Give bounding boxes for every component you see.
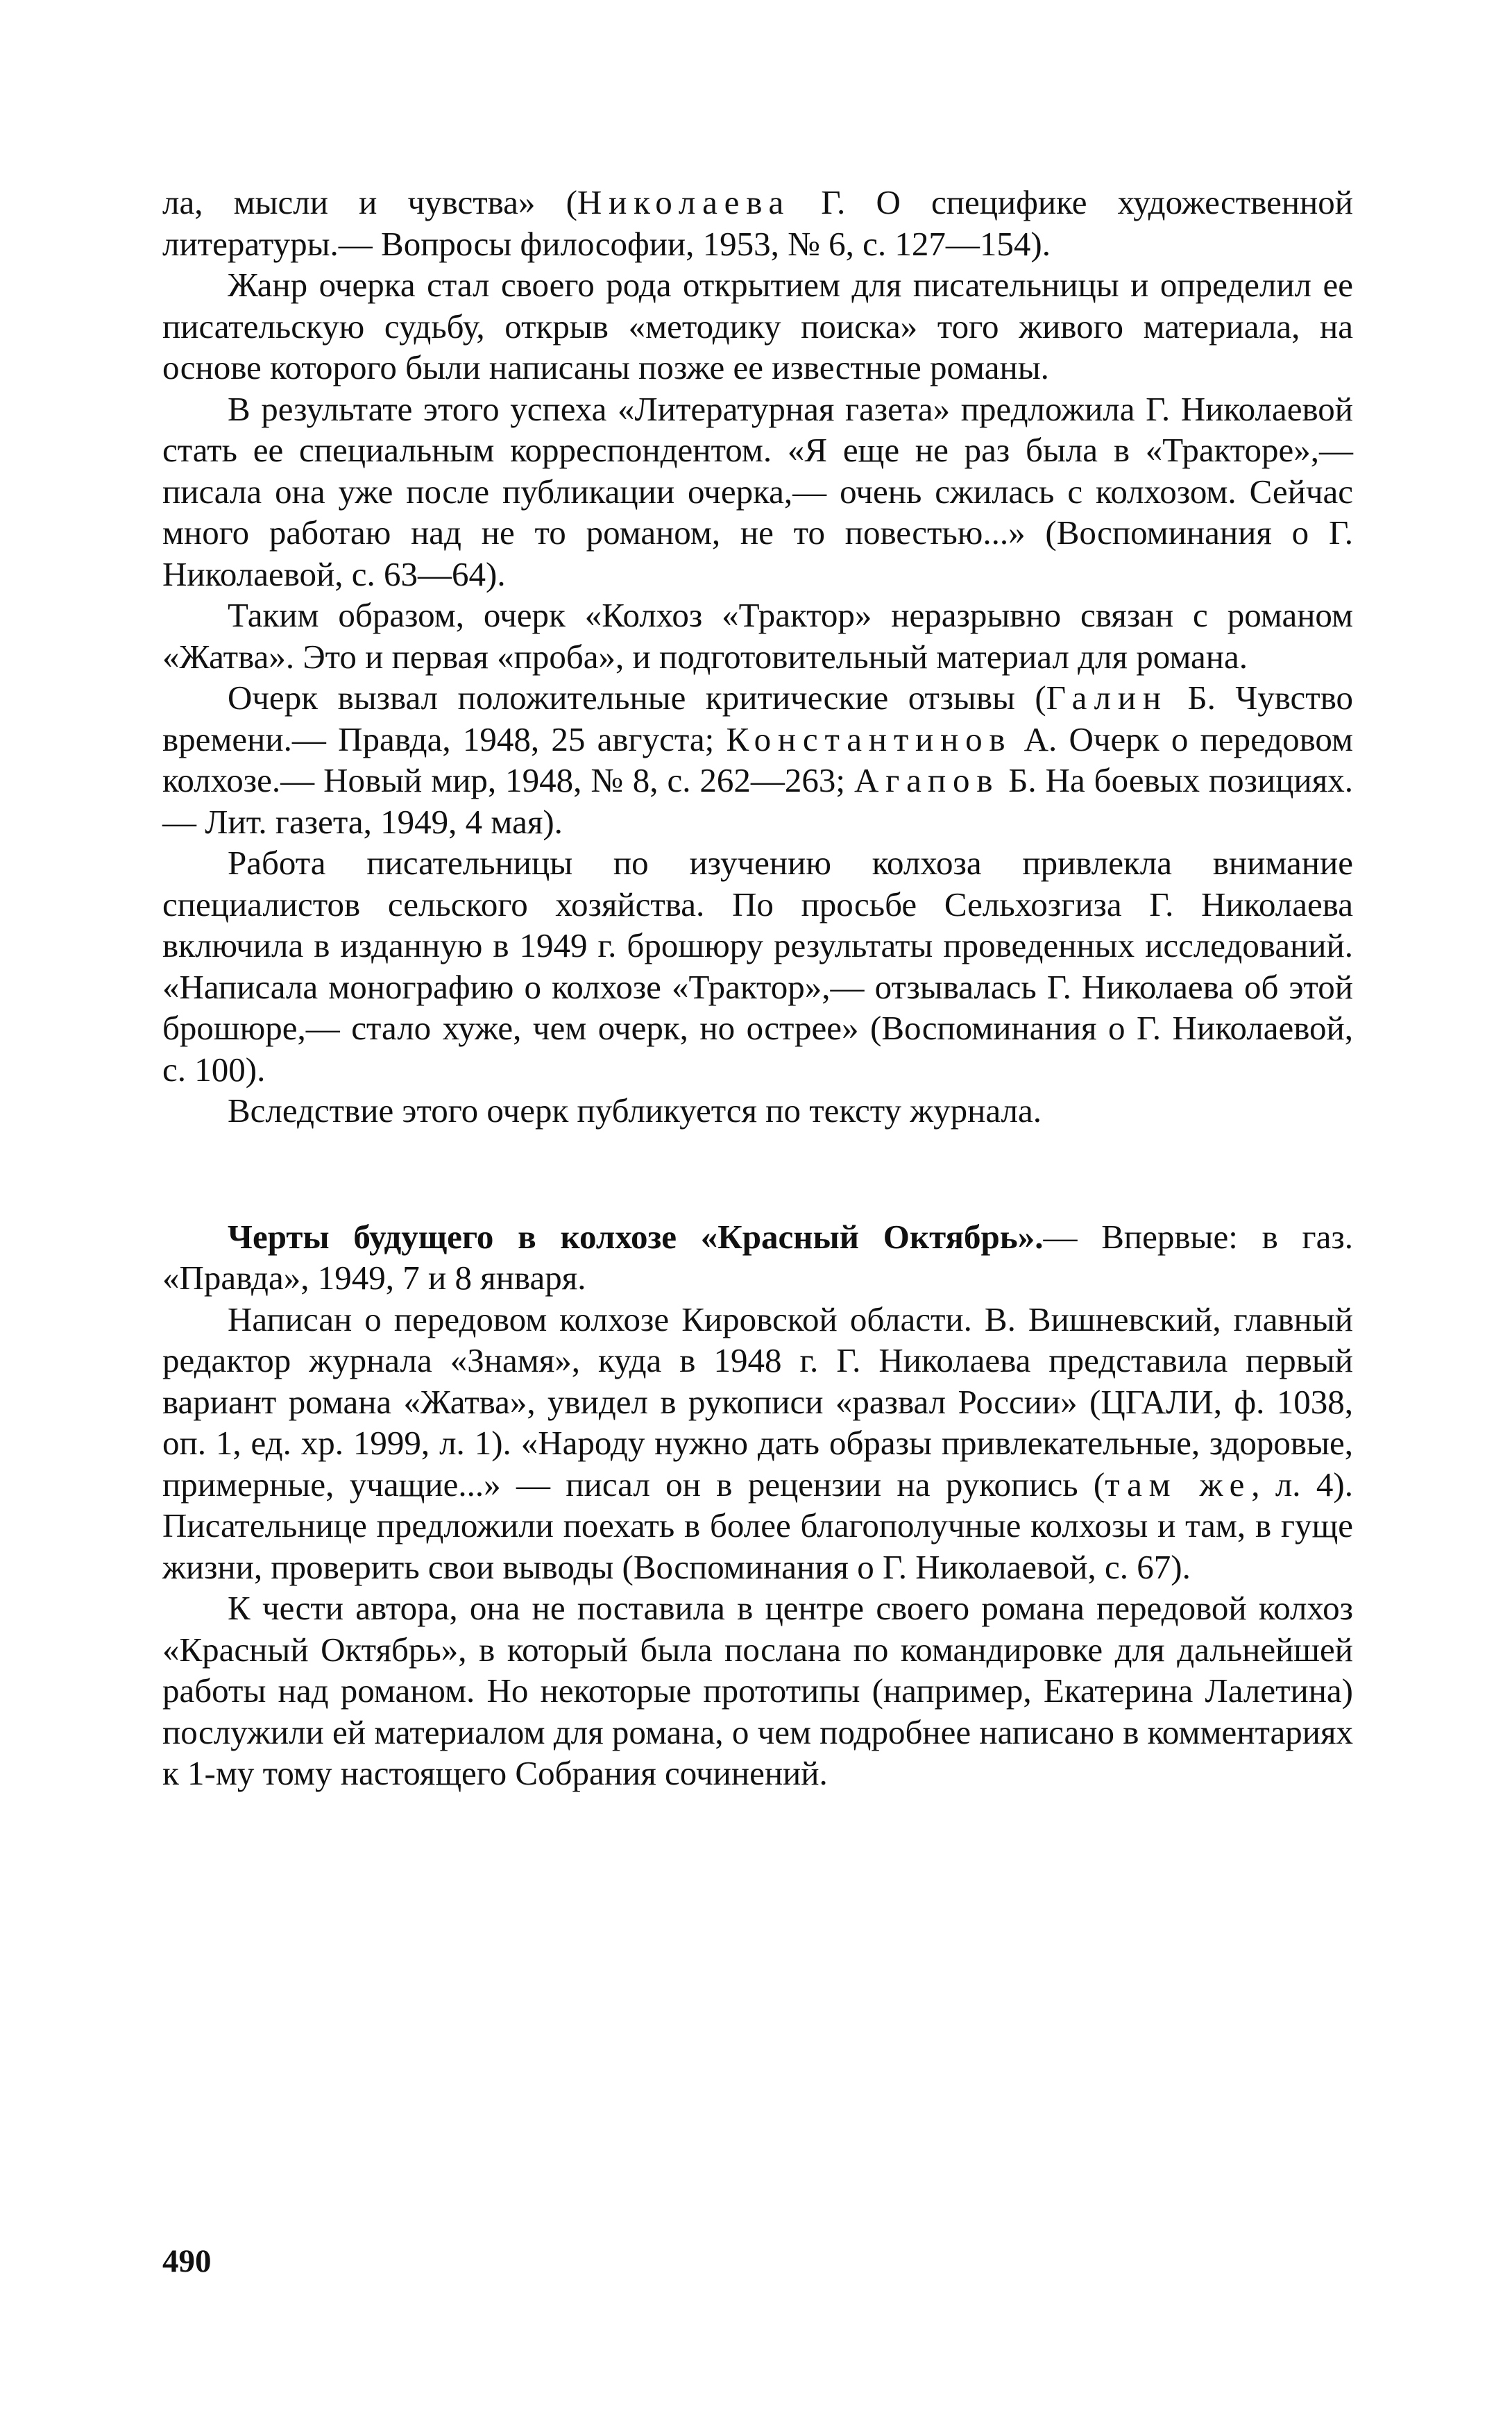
paragraph-p9-segment-1: там же [1105,1465,1252,1504]
paragraph-p5-segment-6: Б. На боевых позициях.— Лит. газета, 1949, 4 мая). [162,761,1353,841]
paragraph-p5 [162,677,1353,842]
paragraph-p5-segment-0: Очерк вызвал положительные критические отзывы ( [228,679,1046,717]
paragraph-p7 [162,1090,1353,1132]
paragraph-p5-segment-5: Агапов [854,761,1000,799]
paragraph-p9 [162,1299,1353,1588]
paragraph-p4-segment-0: Таким образом, очерк «Колхоз «Трактор» неразрывно связан с романом «Жатва». Это и первая «проба», и подготовительный материал для романа. [162,596,1353,676]
paragraph-p8-segment-1: — Впервые: в газ. «Правда», 1949, 7 и 8 января. [162,1217,1353,1297]
page-number: 490 [162,2243,212,2279]
paragraph-p4 [162,595,1353,677]
paragraph-p1-segment-2: Г. О специфике художественной литературы.— Вопросы философии, 1953, № 6, с. 127—154). [162,183,1353,263]
paragraph-p5-segment-2: Б. Чувство времени.— Правда, 1948, 25 августа; [162,679,1354,758]
paragraph-p6-segment-0: Работа писательницы по изучению колхоза привлекла внимание специалистов сельского хозяйства. По просьбе Сельхозгиза Г. Николаева включила в изданную в 1949 г. брошюру результаты проведенных исследований. «Написала монографию о колхозе «Трактор»,— отзывалась Г. Николаева об этой брошюре,— стало хуже, чем очерк, но острее» (Воспоминания о Г. Николаевой, с. 100). [162,844,1353,1089]
paragraph-p10-segment-0: К чести автора, она не поставила в центре своего романа передовой колхоз «Красный Октябрь», в который была послана по командировке для дальнейшей работы над романом. Но некоторые прототипы (например, Екатерина Лалетина) послужили ей материалом для романа, о чем подробнее написано в комментариях к 1-му тому настоящего Собрания сочинений. [162,1589,1354,1792]
page-body [162,182,1353,1794]
paragraph-p6 [162,842,1353,1090]
paragraph-p2-segment-0: Жанр очерка стал своего рода открытием для писательницы и определил ее писательскую судьбу, открыв «методику поиска» того живого материала, на основе которого были написаны позже ее известные романы. [162,266,1353,386]
paragraph-p9-segment-0: Написан о передовом колхозе Кировской области. В. Вишневский, главный редактор журнала «Знамя», куда в 1948 г. Г. Николаева представила первый вариант романа «Жатва», увидел в рукописи «развал России» (ЦГАЛИ, ф. 1038, оп. 1, ед. хр. 1999, л. 1). «Народу нужно дать образы привлекательные, здоровые, примерные, учащие...» — писал он в рецензии на рукопись ( [162,1300,1353,1504]
paragraph-p1-segment-1: Николаева [577,183,791,221]
paragraph-p10 [162,1588,1353,1794]
paragraph-p5-segment-3: Константинов [726,720,1012,758]
paragraph-p3 [162,389,1353,595]
paragraph-p8-segment-0: Черты будущего в колхозе «Красный Октябрь». [228,1217,1044,1256]
paragraph-p1 [162,182,1353,264]
paragraph-p5-segment-4: А. Очерк о передовом колхозе.— Новый мир, 1948, № 8, с. 262—263; [162,720,1354,799]
paragraph-p1-segment-0: ла, мысли и чувства» ( [162,183,577,221]
paragraph-p8 [162,1216,1353,1299]
paragraph-p9-segment-2: , л. 4). Писательнице предложили поехать в более благополучные колхозы и там, в гуще жизни, проверить свои выводы (Воспоминания о Г. Николаевой, с. 67). [162,1465,1353,1586]
paragraph-p7-segment-0: Вследствие этого очерк публикуется по тексту журнала. [228,1091,1042,1130]
paragraph-p2 [162,264,1353,389]
paragraph-p5-segment-1: Галин [1046,679,1168,717]
paragraph-p3-segment-0: В результате этого успеха «Литературная газета» предложила Г. Николаевой стать ее специальным корреспондентом. «Я еще не раз была в «Тракторе»,— писала она уже после публикации очерка,— очень сжилась с колхозом. Сейчас много работаю над не то романом, не то повестью...» (Воспоминания о Г. Николаевой, с. 63—64). [162,389,1353,593]
